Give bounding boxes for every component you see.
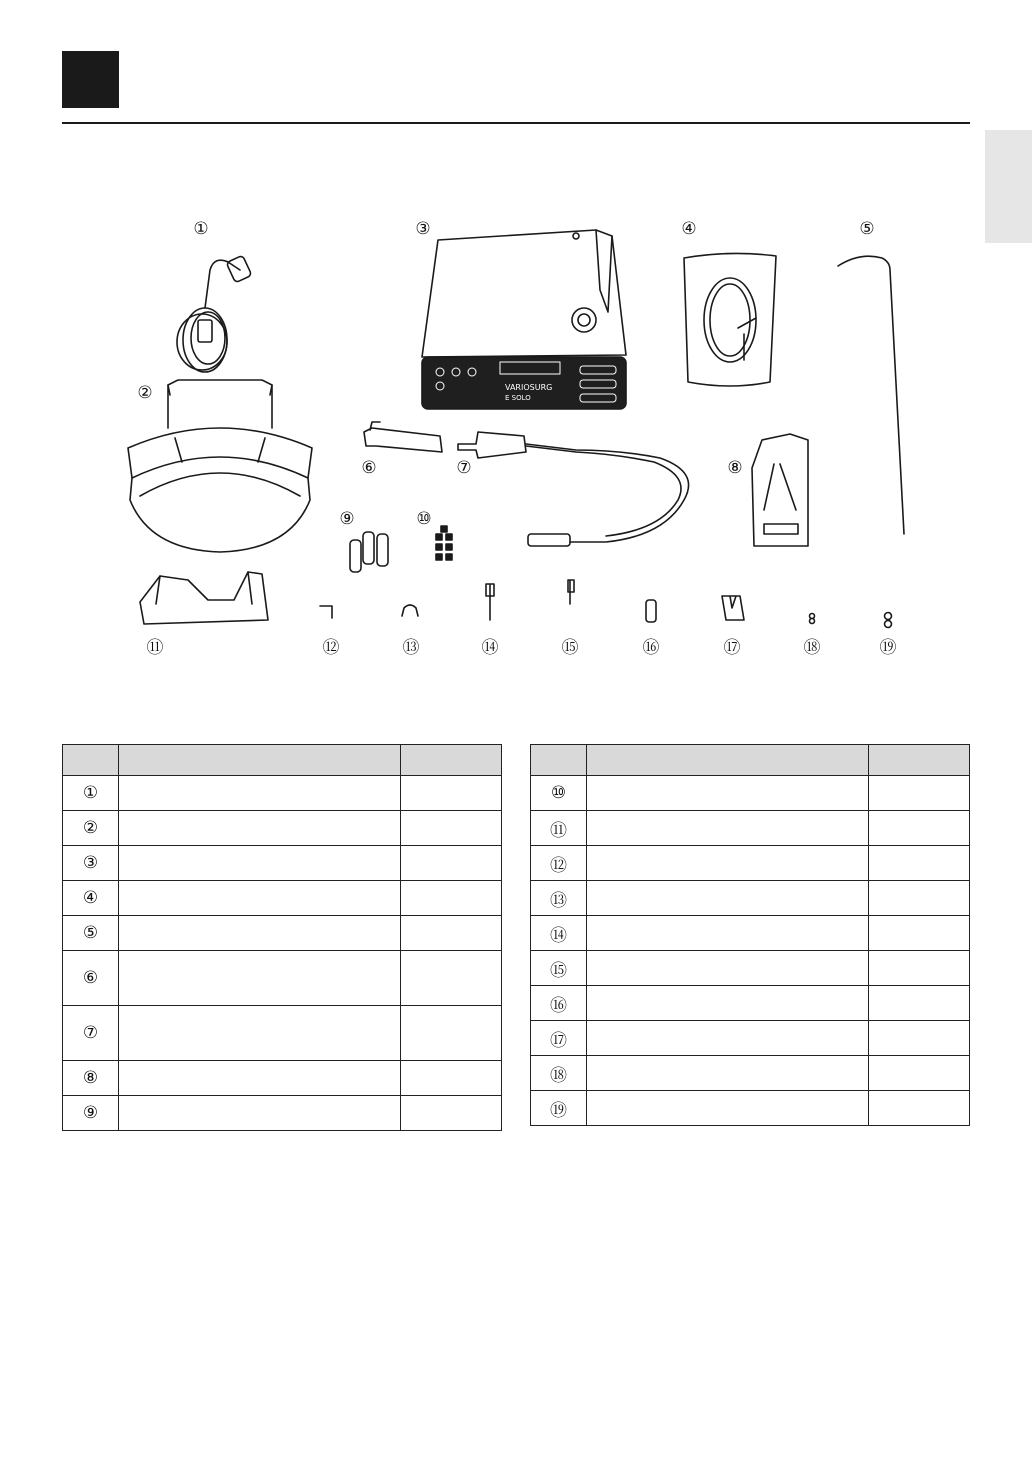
part-number-cell: ⑰ [531,1021,587,1056]
table-header-row [63,745,502,776]
control-unit-drawing [422,230,626,409]
table-row [63,1061,502,1096]
header-cell-no [531,745,587,776]
illustration-label-15: ⑮ [561,638,579,658]
table-row [63,881,502,916]
part-description-cell [119,916,401,951]
part-number-cell: ⑫ [531,846,587,881]
small-parts-drawing [320,580,892,628]
illustration-label-3: ③ [415,219,431,239]
part-quantity-cell [869,881,970,916]
part-quantity-cell [869,1056,970,1091]
illustration-label-11: ⑪ [146,638,164,658]
table-row [531,916,970,951]
part-description-cell [119,811,401,846]
table-row [63,916,502,951]
part-number-cell: ⑨ [63,1096,119,1131]
illustration-label-12: ⑫ [322,638,340,658]
header-cell-no [63,745,119,776]
part-quantity-cell [401,811,502,846]
part-number-cell: ③ [63,846,119,881]
table-row [63,951,502,1006]
part-description-cell [587,1021,869,1056]
part-description-cell [587,881,869,916]
part-number-cell: ⑦ [63,1006,119,1061]
part-quantity-cell [869,916,970,951]
part-number-cell: ⑱ [531,1056,587,1091]
part-description-cell [587,811,869,846]
illustration-label-7: ⑦ [456,458,472,478]
motor-cable-drawing [458,432,689,546]
part-number-cell: ⑧ [63,1061,119,1096]
panel-model-text: E SOLO [505,394,531,402]
illustration-label-17: ⑰ [723,638,741,658]
part-quantity-cell [401,846,502,881]
batteries-drawing [350,532,388,572]
header-cell-quantity [401,745,502,776]
part-quantity-cell [869,1021,970,1056]
illustration-label-18: ⑱ [803,638,821,658]
part-quantity-cell [401,881,502,916]
part-quantity-cell [401,1006,502,1061]
part-quantity-cell [869,1091,970,1126]
part-description-cell [587,986,869,1021]
part-number-cell: ② [63,811,119,846]
illustration-label-13: ⑬ [402,638,420,658]
part-description-cell [587,1091,869,1126]
part-number-cell: ⑮ [531,951,587,986]
part-description-cell [119,881,401,916]
section-marker-block [62,51,119,108]
table-row [531,986,970,1021]
illustration-label-6: ⑥ [361,458,377,478]
part-description-cell [119,1061,401,1096]
illustration-label-2: ② [137,383,153,403]
table-row [531,1021,970,1056]
illustration-label-1: ① [193,219,209,239]
parts-illustration [0,200,1032,680]
table-row [531,1056,970,1091]
pouch-drawing [752,434,808,546]
handpiece-drawing [364,422,442,452]
illustration-label-5: ⑤ [859,219,875,239]
part-description-cell [119,776,401,811]
part-quantity-cell [869,846,970,881]
part-number-cell: ⑯ [531,986,587,1021]
illustration-label-16: ⑯ [642,638,660,658]
header-cell-description [587,745,869,776]
part-number-cell: ⑪ [531,811,587,846]
part-number-cell: ⑩ [531,776,587,811]
part-number-cell: ⑬ [531,881,587,916]
part-number-cell: ⑲ [531,1091,587,1126]
header-rule [62,122,970,124]
table-row [63,1096,502,1131]
part-description-cell [587,951,869,986]
part-description-cell [119,1006,401,1061]
part-description-cell [119,1096,401,1131]
illustration-label-19: ⑲ [879,638,897,658]
table-row [63,1006,502,1061]
stand-drawing [128,380,312,552]
header-cell-quantity [869,745,970,776]
table-row [531,811,970,846]
part-number-cell: ① [63,776,119,811]
parts-table-left [62,744,502,1131]
illustration-label-14: ⑭ [481,638,499,658]
table-row [531,776,970,811]
part-quantity-cell [869,986,970,1021]
part-quantity-cell [869,776,970,811]
table-header-row [531,745,970,776]
holder-drawing [140,572,268,624]
table-row [531,1091,970,1126]
part-description-cell [587,846,869,881]
part-quantity-cell [401,916,502,951]
part-description-cell [587,776,869,811]
illustration-label-8: ⑧ [727,458,743,478]
illustration-label-9: ⑨ [339,509,355,529]
part-quantity-cell [869,951,970,986]
table-row [63,776,502,811]
rod-drawing [838,256,904,534]
part-description-cell [587,916,869,951]
part-number-cell: ⑤ [63,916,119,951]
table-row [531,951,970,986]
part-quantity-cell [401,776,502,811]
parts-table-right [530,744,970,1126]
illustration-label-10: ⑩ [416,509,432,529]
part-description-cell [587,1056,869,1091]
header-cell-description [119,745,401,776]
table-row [63,811,502,846]
clip-drawing [436,526,452,560]
panel-brand-text: VARIOSURG [505,383,553,392]
illustration-label-4: ④ [681,219,697,239]
table-row [531,846,970,881]
part-number-cell: ⑥ [63,951,119,1006]
part-quantity-cell [401,1061,502,1096]
part-number-cell: ④ [63,881,119,916]
part-description-cell [119,846,401,881]
part-quantity-cell [401,1096,502,1131]
table-row [531,881,970,916]
table-row [63,846,502,881]
tubing-bag-drawing [684,253,776,386]
part-number-cell: ⑭ [531,916,587,951]
part-quantity-cell [401,951,502,1006]
power-cord-drawing [177,255,252,372]
part-description-cell [119,951,401,1006]
part-quantity-cell [869,811,970,846]
